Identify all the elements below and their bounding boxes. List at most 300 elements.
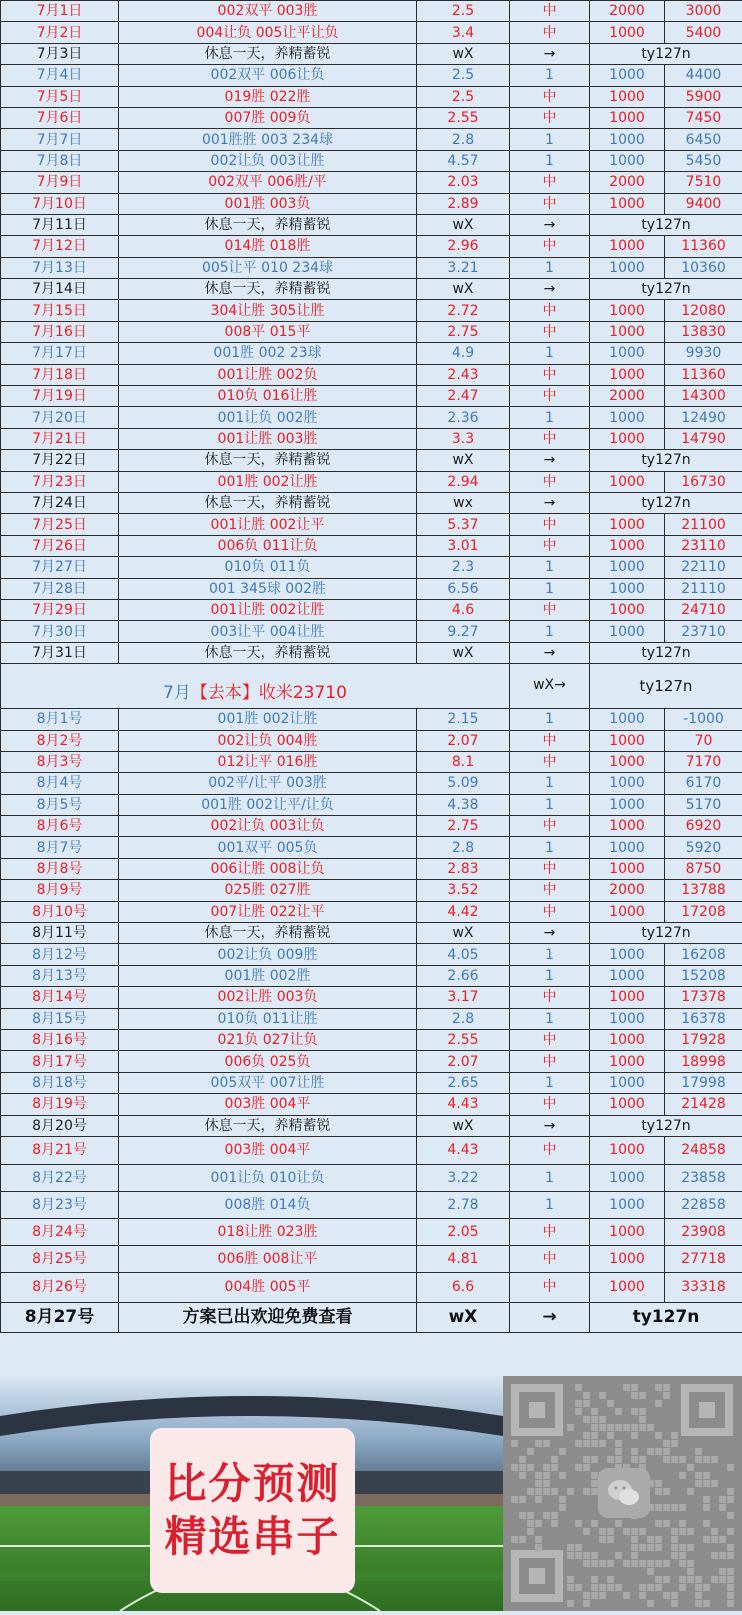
cell-balance: 12080 [665,300,742,321]
table-row [1,1,742,22]
cell-picks: 010负 011让胜 [119,1008,417,1029]
cell-balance: 14790 [665,428,742,449]
cell-balance: 16208 [665,944,742,965]
cell-odds: 2.5 [417,65,510,86]
cell-result: 中 [510,86,590,107]
cell-odds: 2.94 [417,471,510,492]
cell-date: 8月9号 [1,880,119,901]
cell-contact-id: ty127n [590,214,742,235]
stadium-image [0,1376,503,1611]
table-row [1,1136,742,1164]
cell-picks: 006胜 008让平 [119,1245,417,1272]
cell-balance: 9400 [665,193,742,214]
cell-odds: 2.43 [417,364,510,385]
cell-date: 8月8号 [1,858,119,879]
table-row [1,1094,742,1115]
cell-picks: 001胜胜 003 234球 [119,129,417,150]
cell-result: 1 [510,150,590,171]
cell-result: 1 [510,1191,590,1218]
cell-result: 中 [510,1029,590,1050]
cell-balance: 5920 [665,837,742,858]
cell-result: 中 [510,535,590,556]
table-row [1,343,742,364]
cell-picks: 025胜 027胜 [119,880,417,901]
table-row [1,129,742,150]
cell-odds: 2.75 [417,321,510,342]
cell-picks: 休息一天，养精蓄锐 [119,642,417,663]
cell-picks: 休息一天，养精蓄锐 [119,43,417,64]
cell-odds: 2.55 [417,1029,510,1050]
cell-date: 8月21号 [1,1136,119,1164]
table-row [1,386,742,407]
cell-contact-id: ty127n [590,279,742,300]
cell-picks: 001胜 002 23球 [119,343,417,364]
cell-stake: 1000 [590,1051,665,1072]
cell-result: 中 [510,193,590,214]
table-row [1,1272,742,1302]
cell-picks: 008胜 014负 [119,1191,417,1218]
cell-result: 1 [510,1008,590,1029]
cell-balance: 14300 [665,386,742,407]
cell-odds: 2.15 [417,709,510,730]
cell-odds: 2.47 [417,386,510,407]
cell-balance: 5900 [665,86,742,107]
table-row [1,816,742,837]
cell-picks: 001让胜 003胜 [119,428,417,449]
table-row [1,407,742,428]
cell-stake: 1000 [590,1029,665,1050]
cell-stake: 1000 [590,514,665,535]
cell-stake: 1000 [590,150,665,171]
cell-date: 7月25日 [1,514,119,535]
cell-stake: 1000 [590,901,665,922]
cell-picks: 006让胜 008让负 [119,858,417,879]
cell-balance: 7170 [665,751,742,772]
cell-picks: 019胜 022胜 [119,86,417,107]
cell-balance: 17998 [665,1072,742,1093]
cell-odds: 2.07 [417,1051,510,1072]
table-row [1,773,742,794]
cell-contact-id: ty127n [590,923,742,944]
cell-date: 7月27日 [1,557,119,578]
table-row [1,837,742,858]
cell-stake: 1000 [590,257,665,278]
cell-date: 8月27号 [1,1302,119,1332]
cell-result: 1 [510,129,590,150]
table-row [1,642,742,663]
cell-date: 7月24日 [1,492,119,513]
cell-stake: 1000 [590,1272,665,1302]
cell-picks: 007让胜 022让平 [119,901,417,922]
cell-result: 中 [510,1272,590,1302]
cell-result: 1 [510,794,590,815]
table-row [1,172,742,193]
cell-stake: 1000 [590,621,665,642]
cell-result: → [510,279,590,300]
cell-stake: 1000 [590,858,665,879]
summary-cell [1,664,510,709]
table-row [1,1008,742,1029]
cell-date: 7月29日 [1,599,119,620]
cell-balance: 15208 [665,965,742,986]
cell-picks: 021负 027让负 [119,1029,417,1050]
cell-picks: 休息一天，养精蓄锐 [119,279,417,300]
cell-date: 8月19号 [1,1094,119,1115]
cell-date: 7月15日 [1,300,119,321]
cell-odds: 8.1 [417,751,510,772]
promo-banner [0,1376,742,1611]
table-row [1,794,742,815]
cell-stake: 1000 [590,236,665,257]
cell-picks: 休息一天，养精蓄锐 [119,492,417,513]
cell-result: 中 [510,901,590,922]
cell-picks: 304让胜 305让胜 [119,300,417,321]
cell-stake: 1000 [590,86,665,107]
promo-title-card [150,1428,355,1593]
cell-stake: 1000 [590,1008,665,1029]
summary-text: 7月【去本】收米23710 [163,683,347,703]
cell-stake: 1000 [590,1245,665,1272]
cell-picks: 休息一天，养精蓄锐 [119,1115,417,1136]
table-row [1,599,742,620]
cell-odds: 6.56 [417,578,510,599]
cell-result: 中 [510,816,590,837]
cell-balance: 4400 [665,65,742,86]
cell-picks: 001胜 003负 [119,193,417,214]
cell-date: 8月23号 [1,1191,119,1218]
cell-balance: 11360 [665,364,742,385]
cell-odds: 3.22 [417,1164,510,1191]
cell-result: → [510,642,590,663]
cell-date: 7月23日 [1,471,119,492]
table-row [1,965,742,986]
cell-date: 8月10号 [1,901,119,922]
cell-balance: 27718 [665,1245,742,1272]
cell-stake: 1000 [590,794,665,815]
table-row [1,880,742,901]
table-row [1,557,742,578]
cell-date: 8月13号 [1,965,119,986]
cell-picks: 003胜 004平 [119,1136,417,1164]
cell-odds: 2.96 [417,236,510,257]
table-row [1,300,742,321]
table-row [1,578,742,599]
table-row [1,1245,742,1272]
wechat-icon [598,1468,650,1518]
cell-picks: 018让胜 023胜 [119,1218,417,1245]
cell-date: 8月4号 [1,773,119,794]
cell-balance: 16378 [665,1008,742,1029]
table-row [1,1115,742,1136]
cell-date: 7月5日 [1,86,119,107]
cell-stake: 1000 [590,965,665,986]
cell-balance: 21100 [665,514,742,535]
cell-date: 7月31日 [1,642,119,663]
cell-result: 1 [510,257,590,278]
table-row [1,321,742,342]
table-row [1,492,742,513]
cell-odds: 2.8 [417,1008,510,1029]
cell-odds: 6.6 [417,1272,510,1302]
cell-contact-id: ty127n [590,450,742,471]
table-row [1,944,742,965]
cell-odds: 2.3 [417,557,510,578]
cell-balance: 16730 [665,471,742,492]
cell-date: 7月7日 [1,129,119,150]
cell-date: 8月24号 [1,1218,119,1245]
qr-code-icon [503,1376,742,1611]
cell-result: 中 [510,880,590,901]
cell-odds: 2.36 [417,407,510,428]
cell-result: 中 [510,1,590,22]
cell-date: 8月1号 [1,709,119,730]
cell-balance: 9930 [665,343,742,364]
cell-stake: 1000 [590,407,665,428]
cell-odds: wX [417,1302,510,1332]
cell-odds: 3.52 [417,880,510,901]
cell-odds: 3.01 [417,535,510,556]
cell-result: 中 [510,386,590,407]
cell-balance: 6920 [665,816,742,837]
cell-stake: 1000 [590,65,665,86]
cell-stake: 1000 [590,22,665,43]
cell-picks: 休息一天，养精蓄锐 [119,214,417,235]
cell-odds: wX [417,279,510,300]
cell-picks: 006负 011让负 [119,535,417,556]
cell-odds: 9.27 [417,621,510,642]
cell-stake: 1000 [590,730,665,751]
cell-picks: 005让平 010 234球 [119,257,417,278]
cell-result: 1 [510,343,590,364]
table-row [1,279,742,300]
cell-odds: 4.05 [417,944,510,965]
cell-odds: 2.65 [417,1072,510,1093]
cell-picks: 002让负 003让负 [119,816,417,837]
cell-picks: 001让胜 002让平 [119,514,417,535]
cell-odds: wX [417,43,510,64]
cell-picks: 003让平 004让胜 [119,621,417,642]
cell-picks: 001让胜 002让胜 [119,599,417,620]
cell-result: 中 [510,364,590,385]
cell-result: 中 [510,730,590,751]
table-row [1,1072,742,1093]
cell-picks: 002让胜 003负 [119,987,417,1008]
cell-balance: 8750 [665,858,742,879]
cell-date: 7月9日 [1,172,119,193]
cell-stake: 1000 [590,1094,665,1115]
cell-odds: 3.21 [417,257,510,278]
cell-balance: 23710 [665,621,742,642]
cell-result: → [510,1115,590,1136]
cell-stake: 1000 [590,364,665,385]
cell-balance: 21110 [665,578,742,599]
cell-picks: 005双平 007让胜 [119,1072,417,1093]
cell-date: 8月17号 [1,1051,119,1072]
cell-balance: 33318 [665,1272,742,1302]
cell-date: 8月3号 [1,751,119,772]
cell-stake: 1000 [590,557,665,578]
cell-picks: 休息一天，养精蓄锐 [119,923,417,944]
cell-result: → [510,1302,590,1332]
cell-balance: 22110 [665,557,742,578]
cell-odds: wX [417,214,510,235]
cell-result: 中 [510,236,590,257]
cell-picks: 002让负 003让胜 [119,150,417,171]
cell-picks: 012让平 016胜 [119,751,417,772]
cell-stake: 1000 [590,193,665,214]
cell-balance: 18998 [665,1051,742,1072]
cell-balance: 23908 [665,1218,742,1245]
table-row [1,364,742,385]
cell-balance: 23858 [665,1164,742,1191]
cell-balance: 17928 [665,1029,742,1050]
cell-result: 中 [510,172,590,193]
cell-result: → [510,43,590,64]
cell-stake: 1000 [590,837,665,858]
cell-picks: 002双平 006胜/平 [119,172,417,193]
cell-stake: 1000 [590,428,665,449]
cell-picks: 方案已出欢迎免费查看 [119,1302,417,1332]
table-row [1,22,742,43]
cell-result: 1 [510,407,590,428]
cell-result: → [510,214,590,235]
cell-result: 中 [510,1136,590,1164]
cell-contact-id: ty127n [590,492,742,513]
cell-contact-id: ty127n [590,1302,742,1332]
cell-stake: 1000 [590,321,665,342]
cell-odds: 4.6 [417,599,510,620]
cell-stake: 1000 [590,535,665,556]
cell-date: 7月18日 [1,364,119,385]
cell-stake: 1000 [590,709,665,730]
cell-balance: 10360 [665,257,742,278]
cell-date: 7月8日 [1,150,119,171]
cell-result: 中 [510,1051,590,1072]
cell-date: 7月21日 [1,428,119,449]
cell-result: 中 [510,1094,590,1115]
cell-odds: 3.4 [417,22,510,43]
cell-picks: 003胜 004平 [119,1094,417,1115]
cell-date: 7月26日 [1,535,119,556]
cell-odds: 4.43 [417,1136,510,1164]
cell-date: 8月5号 [1,794,119,815]
cell-stake: 1000 [590,773,665,794]
table-row [1,858,742,879]
table-row [1,1051,742,1072]
table-row [1,621,742,642]
cell-odds: 5.37 [417,514,510,535]
cell-balance: 12490 [665,407,742,428]
cell-date: 8月11号 [1,923,119,944]
cell-stake: 1000 [590,816,665,837]
table-row [1,730,742,751]
cell-result: 1 [510,709,590,730]
table-row [1,65,742,86]
cell-stake: 1000 [590,129,665,150]
cell-odds: 2.75 [417,816,510,837]
cell-balance: 70 [665,730,742,751]
cell-balance: 5450 [665,150,742,171]
cell-result: 中 [510,107,590,128]
cell-balance: 21428 [665,1094,742,1115]
cell-result: 中 [510,300,590,321]
cell-stake: 1000 [590,1218,665,1245]
cell-date: 7月2日 [1,22,119,43]
cell-picks: 001让负 002胜 [119,407,417,428]
cell-odds: 2.8 [417,837,510,858]
cell-result: 中 [510,599,590,620]
cell-picks: 014胜 018胜 [119,236,417,257]
cell-picks: 001让胜 002负 [119,364,417,385]
cell-balance: 17378 [665,987,742,1008]
table-row [1,193,742,214]
cell-date: 7月12日 [1,236,119,257]
cell-picks: 004胜 005平 [119,1272,417,1302]
cell-balance: 7510 [665,172,742,193]
cell-result: 中 [510,1218,590,1245]
cell-date: 7月14日 [1,279,119,300]
cell-date: 7月19日 [1,386,119,407]
table-row [1,257,742,278]
cell-date: 8月20号 [1,1115,119,1136]
cell-contact-id: ty127n [590,1115,742,1136]
cell-stake: 1000 [590,987,665,1008]
cell-picks: 002双平 006让负 [119,65,417,86]
cell-balance: 5400 [665,22,742,43]
cell-picks: 006负 025负 [119,1051,417,1072]
cell-picks: 008平 015平 [119,321,417,342]
cell-stake: 1000 [590,471,665,492]
cell-date: 8月12号 [1,944,119,965]
cell-odds: 4.9 [417,343,510,364]
cell-odds: 3.17 [417,987,510,1008]
cell-balance: 13830 [665,321,742,342]
cell-stake: 2000 [590,386,665,407]
table-row [1,709,742,730]
cell-result: 中 [510,1245,590,1272]
cell-result: 中 [510,858,590,879]
cell-contact-id: ty127n [590,43,742,64]
promo-line-1: 比分预测 [164,1458,340,1511]
table-row [1,751,742,772]
table-row [1,664,742,709]
cell-picks: 001胜 002让胜 [119,471,417,492]
cell-picks: 007胜 009负 [119,107,417,128]
cell-odds: 2.5 [417,1,510,22]
cell-result: 1 [510,557,590,578]
table-row [1,236,742,257]
table-row [1,923,742,944]
cell-date: 7月4日 [1,65,119,86]
cell-result: 中 [510,987,590,1008]
cell-odds: 2.55 [417,107,510,128]
table-row [1,514,742,535]
cell-date: 7月22日 [1,450,119,471]
table-row [1,987,742,1008]
cell-date: 7月1日 [1,1,119,22]
cell-odds: 2.07 [417,730,510,751]
table-row [1,1191,742,1218]
cell-odds: 2.72 [417,300,510,321]
table-row [1,901,742,922]
cell-stake: 1000 [590,1072,665,1093]
cell-odds: 4.81 [417,1245,510,1272]
cell-result: 中 [510,428,590,449]
cell-odds: 3.3 [417,428,510,449]
cell-result: → [510,492,590,513]
cell-date: 8月7号 [1,837,119,858]
cell-picks: 001 345球 002胜 [119,578,417,599]
